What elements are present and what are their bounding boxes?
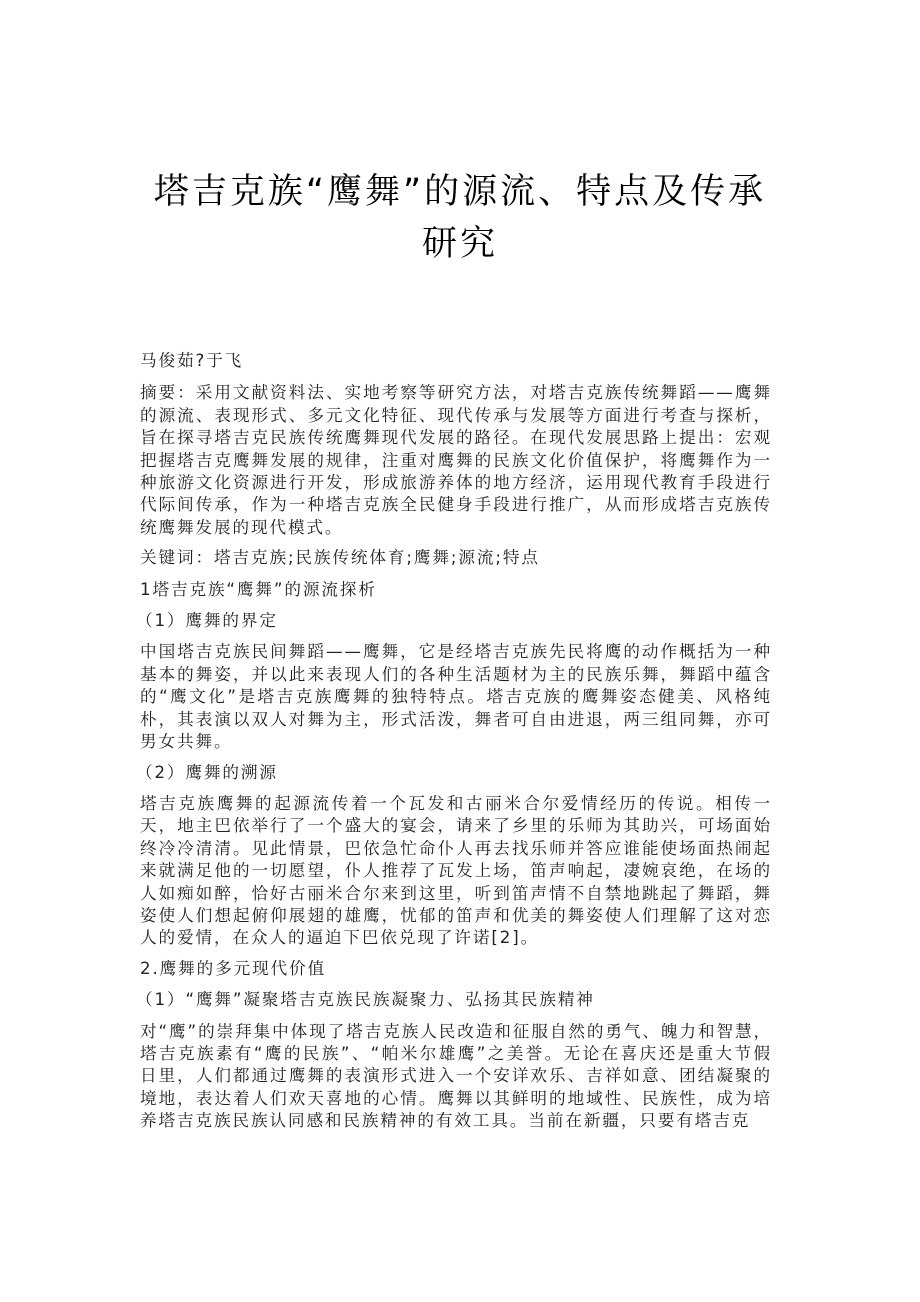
subsection-heading-1-1: （1）鹰舞的界定 bbox=[136, 611, 278, 631]
title-line-2: 研究 bbox=[421, 224, 498, 264]
document-title bbox=[100, 166, 820, 270]
section-heading-1: 1塔吉克族“鹰舞”的源流探析 bbox=[140, 579, 377, 599]
keywords: 关键词：塔吉克族;民族传统体育;鹰舞;源流;特点 bbox=[140, 548, 540, 568]
document-body bbox=[136, 350, 772, 1141]
title-line-1: 塔吉克族“鹰舞”的源流、特点及传承 bbox=[153, 172, 767, 212]
abstract: 摘要：采用文献资料法、实地考察等研究方法，对塔吉克族传统舞蹈——鹰舞的源流、表现形式、多元文化特征、现代传承与发展等方面进行考查与探析，旨在探寻塔吉克民族传统鹰舞现代发展的路径。在现代发展思路上提出：宏观把握塔吉克鹰舞发展的规律，注重对鹰舞的民族文化价值保护，将鹰舞作为一种旅游文化资源进行开发，形成旅游养体的地方经济，运用现代教育手段进行代际间传承，作为一种塔吉克族全民健身手段进行推广，从而形成塔吉克族传统鹰舞发展的现代模式。 bbox=[140, 383, 772, 537]
section-heading-2: 2.鹰舞的多元现代价值 bbox=[140, 958, 327, 978]
paragraph-1-1: 中国塔吉克族民间舞蹈——鹰舞，它是经塔吉克族先民将鹰的动作概括为一种基本的舞姿，并以此来表现人们的各种生活题材为主的民族乐舞，舞蹈中蕴含的“鹰文化”是塔吉克族鹰舞的独特特点。塔吉克族的鹰舞姿态健美、风格纯朴，其表演以双人对舞为主，形式活泼，舞者可自由进退，两三组同舞，亦可男女共舞。 bbox=[140, 642, 772, 752]
authors: 马俊茹?于飞 bbox=[140, 351, 244, 370]
subsection-heading-2-1: （1）“鹰舞”凝聚塔吉克族民族凝聚力、弘扬其民族精神 bbox=[136, 990, 595, 1010]
paragraph-2-1: 对“鹰”的崇拜集中体现了塔吉克族人民改造和征服自然的勇气、魄力和智慧，塔吉克族素有“鹰的民族”、“帕米尔雄鹰”之美誉。无论在喜庆还是重大节假日里，人们都通过鹰舞的表演形式进入一个安详欢乐、吉祥如意、团结凝聚的境地，表达着人们欢天喜地的心情。鹰舞以其鲜明的地域性、民族性，成为培养塔吉克族民族认同感和民族精神的有效工具。当前在新疆，只要有塔吉克 bbox=[140, 1021, 772, 1131]
subsection-heading-1-2: （2）鹰舞的溯源 bbox=[136, 762, 278, 782]
paragraph-1-2: 塔吉克族鹰舞的起源流传着一个瓦发和古丽米合尔爱情经历的传说。相传一天，地主巴依举行了一个盛大的宴会，请来了乡里的乐师为其助兴，可场面始终冷冷清清。见此情景，巴依急忙命仆人再去找乐师并答应谁能使场面热闹起来就满足他的一切愿望，仆人推荐了瓦发上场，笛声响起，凄婉哀绝，在场的人如痴如醉，恰好古丽米合尔来到这里，听到笛声情不自禁地跳起了舞蹈，舞姿使人们想起俯仰展翅的雄鹰，忧郁的笛声和优美的舞姿使人们理解了这对恋人的爱情，在众人的逼迫下巴依兑现了许诺[2]。 bbox=[140, 793, 772, 948]
